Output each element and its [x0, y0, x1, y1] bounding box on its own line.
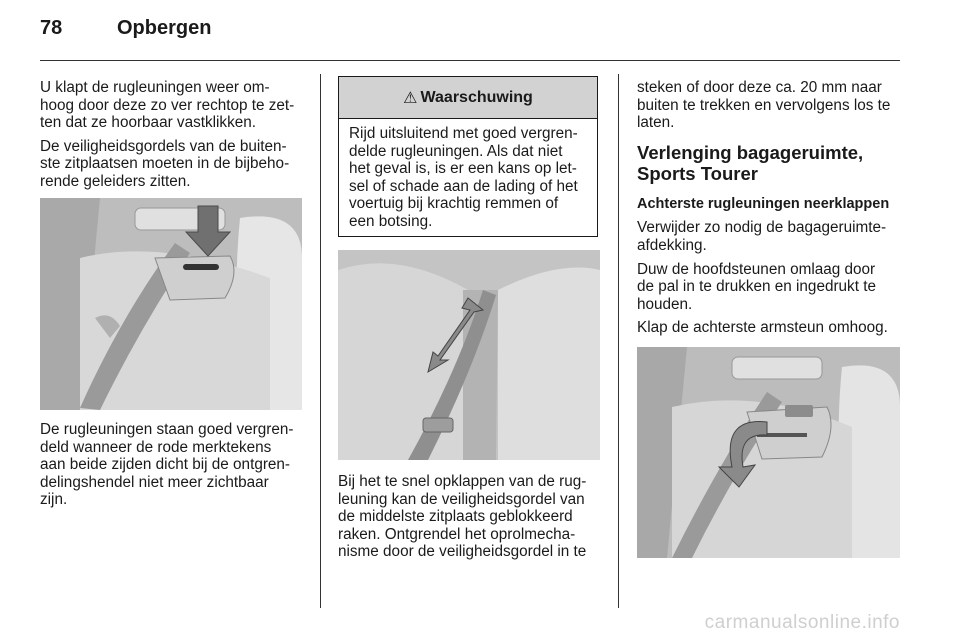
paragraph: steken of door deze ca. 20 mm naar buiten te trekken en vervolgens los te laten. — [637, 79, 891, 132]
page-title: Opbergen — [117, 17, 212, 39]
warning-triangle-icon: ⚠ — [403, 89, 418, 107]
page-number: 78 — [40, 17, 63, 39]
warning-header — [339, 77, 597, 119]
column2-paragraph — [338, 473, 608, 567]
column1-intro — [40, 79, 310, 197]
column1-caption — [40, 421, 312, 515]
sub-heading: Achterste rugleuningen neerklappen — [637, 195, 890, 212]
warning-body: Rijd uitsluitend met goed vergren- delde rugleuningen. Als dat niet het geval is, is er een kans op let- sel of schade aan de lading of het voertuig bij krachtig remmen of een botsing. — [349, 125, 578, 230]
seatbelt-guide-figure — [338, 250, 600, 460]
paragraph: Duw de hoofdsteunen omlaag door de pal in te drukken en ingedrukt te houden. — [637, 260, 876, 313]
section-title: Verlenging bagageruimte, Sports Tourer — [637, 141, 864, 184]
watermark: carmanualsonline.info — [704, 612, 900, 633]
paragraph: U klapt de rugleuningen weer om- hoog door deze zo ver rechtop te zet- ten dat ze hoorbaar vastklikken. — [40, 79, 295, 132]
paragraph: De veiligheidsgordels van de buiten- ste zitplaatsen moeten in de bijbeho- rende geleiders zitten. — [40, 137, 290, 190]
column-divider — [618, 74, 619, 608]
header-rule — [40, 60, 900, 61]
backrest-lock-figure — [40, 198, 302, 410]
column-divider — [320, 74, 321, 608]
armrest-fold-figure — [637, 347, 900, 558]
warning-box — [338, 76, 598, 237]
paragraph: Bij het te snel opklappen van de rug- leuning kan de veiligheidsgordel van de middelste zitplaats geblokkeerd raken. Ontgrendel het oprolmecha- nisme door de veiligheidsgordel in te — [338, 473, 587, 561]
paragraph: Klap de achterste armsteun omhoog. — [637, 319, 888, 337]
warning-title: Waarschuwing — [420, 88, 533, 106]
paragraph: Verwijder zo nodig de bagageruimte- afdekking. — [637, 219, 887, 254]
column3-text — [637, 79, 907, 343]
paragraph: De rugleuningen staan goed vergren- deld wanneer de rode merktekens aan beide zijden dicht bij de ontgren- delingshendel niet meer zichtbaar zijn. — [40, 421, 294, 509]
